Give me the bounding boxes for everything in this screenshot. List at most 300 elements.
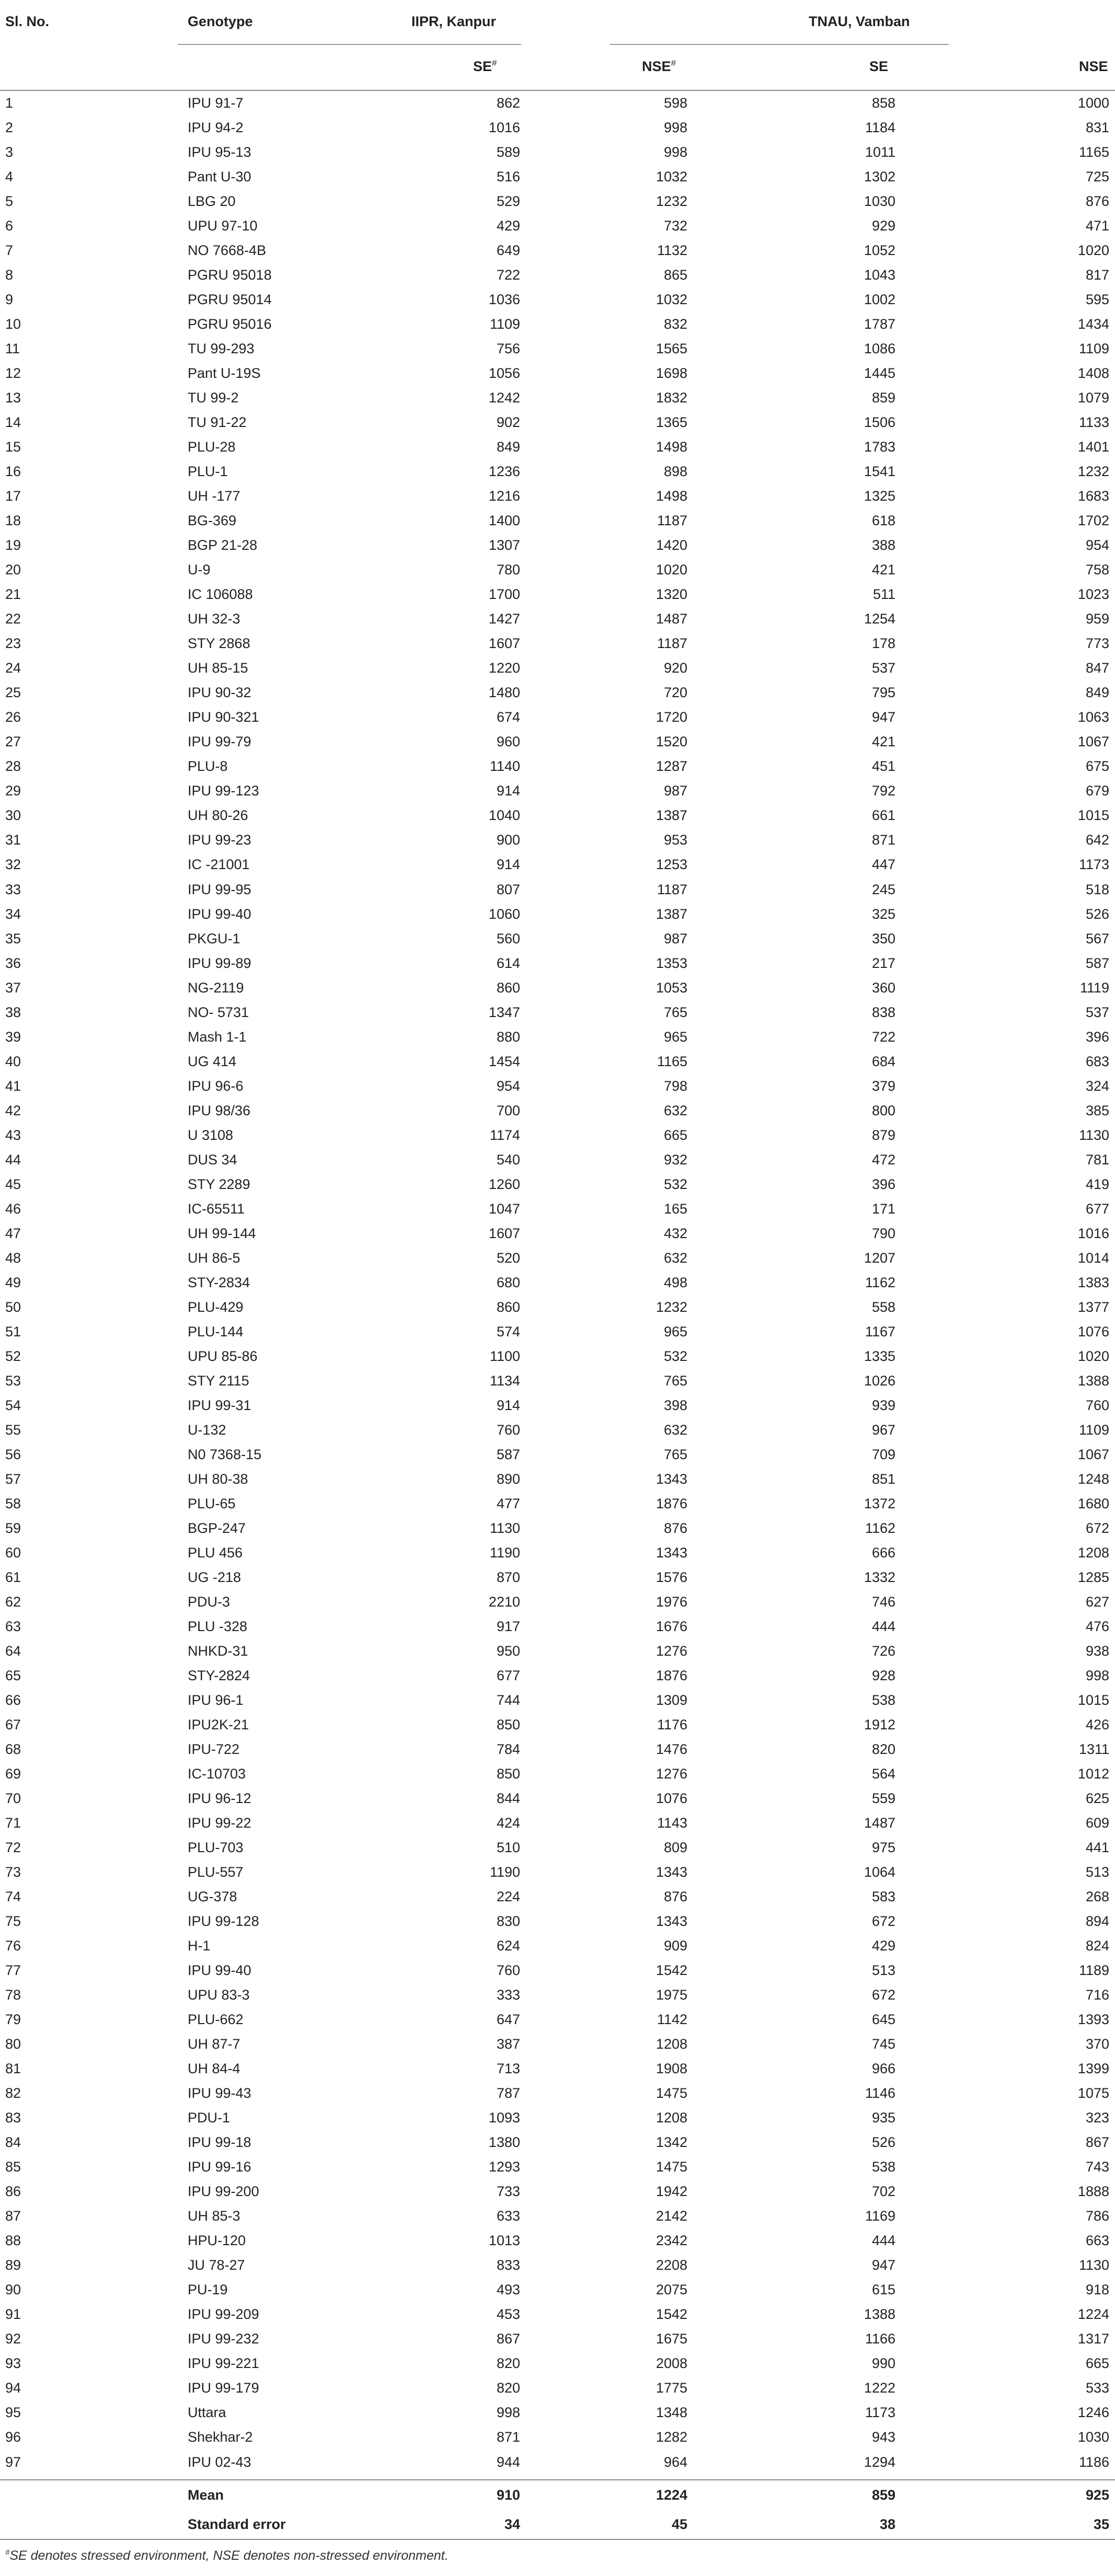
genotype-cell: UH -177 [188, 488, 240, 504]
se-iipr-cell: 1174 [489, 1127, 520, 1143]
se-tnau-cell: 444 [871, 1618, 895, 1634]
sl-no-cell: 71 [5, 1815, 21, 1831]
se-iipr-cell: 998 [496, 2405, 520, 2421]
se-iipr-cell: 1347 [488, 1004, 520, 1020]
genotype-cell: STY 2115 [188, 1372, 249, 1389]
table-row [0, 730, 1115, 754]
se-tnau-cell: 396 [871, 1176, 895, 1192]
nse-tnau-cell: 786 [1085, 2208, 1109, 2224]
nse-tnau-cell: 679 [1085, 783, 1109, 799]
se-tnau-cell: 1173 [865, 2405, 895, 2421]
nse-iipr-cell: 1343 [656, 1544, 687, 1561]
nse-tnau-cell: 1130 [1078, 2257, 1109, 2273]
se-iipr-cell: 333 [496, 1987, 520, 2003]
sl-no-cell: 15 [5, 439, 21, 455]
se-tnau-cell: 511 [872, 586, 895, 603]
nse-iipr-cell: 1498 [656, 488, 687, 504]
se-tnau-cell: 820 [871, 1741, 895, 1758]
genotype-cell: IPU 91-7 [188, 95, 244, 111]
sl-no-cell: 60 [5, 1544, 21, 1561]
nse-iipr-cell: 765 [663, 1446, 687, 1462]
nse-iipr-cell: 1343 [656, 1864, 687, 1880]
sl-no-cell: 8 [5, 267, 14, 283]
se-iipr-cell: 760 [496, 1422, 520, 1438]
table-row [0, 582, 1115, 607]
se-iipr-cell: 850 [496, 1766, 520, 1782]
nse-iipr-cell: 1876 [656, 1495, 687, 1511]
table-row [0, 2253, 1115, 2278]
nse-iipr-cell: 2008 [656, 2355, 687, 2372]
se-iipr-cell: 870 [496, 1569, 520, 1585]
table-row [0, 1369, 1115, 1393]
nse-tnau-cell: 1063 [1077, 709, 1109, 725]
sl-no-cell: 45 [5, 1176, 21, 1192]
sl-no-cell: 47 [5, 1225, 21, 1241]
se-iipr-cell: 713 [496, 2061, 520, 2077]
se-iipr-cell: 1130 [489, 1520, 520, 1536]
table-row [0, 951, 1115, 976]
table-row [0, 558, 1115, 582]
summary-value: 859 [871, 2487, 895, 2503]
genotype-cell: IPU 90-32 [188, 685, 251, 701]
table-row [0, 1565, 1115, 1590]
genotype-table [0, 91, 1115, 2475]
table-row [0, 1713, 1115, 1737]
summary-empty [0, 2480, 178, 2510]
se-iipr-cell: 520 [496, 1250, 520, 1266]
nse-iipr-cell: 876 [663, 1520, 687, 1536]
se-iipr-cell: 529 [496, 193, 520, 210]
se-iipr-cell: 624 [496, 1938, 520, 1954]
se-iipr-cell: 453 [496, 2306, 520, 2323]
se-tnau-cell: 537 [871, 660, 895, 676]
se-iipr-cell: 733 [496, 2184, 520, 2200]
table-row [0, 1467, 1115, 1492]
se-tnau-cell: 1043 [864, 267, 895, 283]
table-row [0, 361, 1115, 386]
table-row [0, 1688, 1115, 1713]
se-iipr-cell: 1190 [489, 1544, 520, 1561]
nse-iipr-cell: 1320 [656, 586, 687, 603]
table-group-header [0, 0, 1115, 45]
se-iipr-cell: 849 [496, 439, 520, 455]
table-row [0, 2278, 1115, 2302]
se-iipr-cell: 587 [496, 1446, 520, 1462]
table-row [0, 680, 1115, 705]
table-row [0, 1344, 1115, 1369]
nse-tnau-cell: 268 [1085, 1889, 1109, 1905]
nse-tnau-cell: 847 [1085, 660, 1109, 676]
nse-iipr-cell: 987 [663, 930, 687, 946]
sl-no-cell: 72 [5, 1840, 21, 1856]
table-row [0, 754, 1115, 779]
se-tnau-cell: 1302 [864, 169, 895, 185]
table-row [0, 927, 1115, 951]
table-row [0, 1320, 1115, 1344]
se-tnau-cell: 1086 [864, 341, 895, 357]
se-tnau-cell: 702 [871, 2184, 895, 2200]
table-row [0, 1737, 1115, 1762]
se-iipr-cell: 756 [496, 341, 520, 357]
nse-iipr-cell: 1253 [656, 857, 687, 873]
nse-tnau-cell: 1311 [1078, 1741, 1109, 1758]
nse-iipr-cell: 964 [663, 2454, 687, 2470]
nse-iipr-cell: 1143 [657, 1815, 687, 1831]
nse-iipr-cell: 1975 [656, 1987, 687, 2003]
nse-tnau-cell: 998 [1085, 1668, 1109, 1683]
nse-tnau-cell: 1377 [1077, 1299, 1109, 1315]
genotype-cell: U-132 [188, 1422, 226, 1438]
table-row [0, 656, 1115, 680]
se-iipr-cell: 1216 [488, 488, 520, 504]
nse-tnau-cell: 533 [1085, 2380, 1109, 2396]
sl-no-cell: 74 [5, 1889, 21, 1905]
sl-no-cell: 17 [5, 488, 21, 504]
se-tnau-cell: 178 [871, 636, 895, 652]
nse-tnau-cell: 675 [1085, 758, 1109, 775]
summary-value: 35 [1093, 2516, 1109, 2532]
se-iipr-cell: 1134 [489, 1372, 520, 1389]
nse-tnau-cell: 1401 [1077, 439, 1109, 455]
se-iipr-cell: 1190 [489, 1864, 520, 1880]
genotype-cell: IPU 99-179 [188, 2380, 259, 2396]
genotype-cell: NO 7668-4B [188, 242, 267, 259]
nse-tnau-cell: 1020 [1077, 242, 1109, 259]
sl-no-cell: 7 [5, 242, 14, 259]
table-row [0, 1835, 1115, 1860]
genotype-cell: BGP-247 [188, 1520, 246, 1536]
table-row [0, 1664, 1115, 1688]
sl-no-cell: 96 [5, 2429, 21, 2445]
summary-label: Standard error [188, 2516, 286, 2532]
table-row [0, 2425, 1115, 2450]
nse-tnau-cell: 1119 [1079, 979, 1109, 996]
se-tnau-cell: 1052 [864, 242, 895, 259]
nse-iipr-cell: 987 [663, 783, 687, 799]
se-tnau-cell: 935 [871, 2110, 895, 2126]
nse-tnau-cell: 1133 [1078, 414, 1109, 431]
se-iipr-cell: 1060 [488, 906, 520, 922]
table-row [0, 214, 1115, 238]
se-iipr-cell: 860 [496, 979, 520, 996]
sl-no-cell: 51 [5, 1323, 21, 1339]
genotype-cell: UH 80-26 [188, 807, 248, 824]
table-row [0, 1074, 1115, 1099]
se-tnau-cell: 1167 [865, 1323, 895, 1339]
se-iipr-cell: 880 [496, 1029, 520, 1045]
se-tnau-cell: 1184 [865, 120, 895, 136]
sl-no-cell: 94 [5, 2380, 21, 2396]
sl-no-cell: 16 [5, 464, 21, 480]
se-tnau-cell: 1332 [864, 1569, 895, 1585]
se-iipr-cell: 1400 [488, 513, 520, 529]
se-iipr-cell: 1220 [488, 660, 520, 676]
header-nse-iipr [642, 59, 676, 75]
se-tnau-cell: 947 [871, 2257, 895, 2273]
nse-iipr-cell: 1542 [656, 1962, 687, 1979]
se-iipr-cell: 1056 [488, 365, 520, 382]
se-tnau-cell: 1162 [865, 1520, 895, 1536]
table-row [0, 607, 1115, 631]
sl-no-cell: 69 [5, 1766, 21, 1782]
sl-no-cell: 57 [5, 1471, 21, 1487]
table-body [0, 91, 1115, 2475]
nse-iipr-cell: 909 [663, 1938, 687, 1954]
genotype-cell: IPU 99-221 [188, 2355, 259, 2372]
nse-iipr-cell: 932 [663, 1151, 687, 1168]
se-iipr-cell: 830 [496, 1913, 520, 1930]
table-row [0, 238, 1115, 263]
nse-iipr-cell: 432 [663, 1225, 687, 1241]
sl-no-cell: 76 [5, 1938, 21, 1954]
sl-no-cell: 6 [5, 218, 14, 234]
se-tnau-cell: 871 [871, 832, 895, 848]
sl-no-cell: 86 [5, 2184, 21, 2200]
se-iipr-cell: 680 [496, 1274, 520, 1290]
sl-no-cell: 30 [5, 807, 21, 824]
genotype-cell: U 3108 [188, 1127, 234, 1143]
se-tnau-cell: 745 [871, 2036, 895, 2052]
table-row [0, 705, 1115, 730]
sl-no-cell: 1 [5, 95, 14, 111]
nse-tnau-cell: 954 [1085, 537, 1109, 553]
nse-iipr-cell: 1576 [656, 1569, 687, 1585]
footnote-text: SE denotes stressed environment, NSE denotes non-stressed environment. [9, 2548, 449, 2563]
se-tnau-cell: 684 [871, 1053, 895, 1069]
table-row [0, 1958, 1115, 1983]
genotype-cell: IPU 99-79 [188, 734, 251, 750]
nse-tnau-cell: 1232 [1077, 464, 1109, 480]
sl-no-cell: 52 [5, 1348, 21, 1364]
se-iipr-cell: 860 [496, 1299, 520, 1315]
nse-iipr-cell: 532 [663, 1176, 687, 1192]
sl-no-cell: 48 [5, 1250, 21, 1266]
se-tnau-cell: 943 [871, 2429, 895, 2445]
sl-no-cell: 12 [5, 365, 21, 382]
nse-tnau-cell: 1015 [1077, 1692, 1109, 1708]
se-tnau-cell: 618 [871, 513, 895, 529]
summary-value: 925 [1085, 2487, 1109, 2503]
nse-tnau-cell: 677 [1085, 1200, 1109, 1217]
nse-iipr-cell: 1365 [656, 414, 687, 431]
nse-tnau-cell: 1075 [1077, 2085, 1109, 2101]
sl-no-cell: 27 [5, 734, 21, 750]
genotype-cell: PGRU 95018 [188, 267, 272, 283]
table-row [0, 1000, 1115, 1025]
nse-tnau-cell: 609 [1085, 1815, 1109, 1831]
sl-no-cell: 61 [5, 1569, 21, 1585]
table-row [0, 1148, 1115, 1172]
sl-no-cell: 38 [5, 1004, 21, 1020]
se-iipr-cell: 429 [496, 218, 520, 234]
table-row [0, 2228, 1115, 2253]
genotype-cell: IPU 99-16 [188, 2159, 251, 2175]
nse-iipr-cell: 832 [663, 316, 687, 332]
se-iipr-cell: 1013 [488, 2233, 520, 2249]
table-row [0, 2179, 1115, 2204]
nse-tnau-cell: 595 [1085, 292, 1109, 308]
table-row [0, 1099, 1115, 1123]
table-row [0, 509, 1115, 533]
genotype-cell: IPU 99-95 [188, 881, 251, 897]
nse-tnau-cell: 876 [1085, 193, 1109, 210]
genotype-cell: IPU-722 [188, 1741, 240, 1758]
genotype-cell: JU 78-27 [188, 2257, 245, 2273]
nse-iipr-cell: 1343 [656, 1471, 687, 1487]
genotype-cell: TU 99-293 [188, 341, 255, 357]
table-row [0, 1049, 1115, 1074]
se-tnau-cell: 1787 [864, 316, 895, 332]
table-column-header [0, 45, 1115, 90]
summary-table [0, 2480, 1115, 2539]
sl-no-cell: 14 [5, 414, 21, 431]
se-iipr-cell: 954 [496, 1078, 520, 1094]
se-iipr-cell: 784 [496, 1741, 520, 1758]
nse-tnau-cell: 642 [1085, 832, 1109, 848]
genotype-cell: IPU 96-12 [188, 1791, 251, 1807]
se-iipr-cell: 1140 [489, 758, 520, 775]
sl-no-cell: 44 [5, 1151, 21, 1168]
nse-iipr-cell: 1353 [656, 955, 687, 971]
header-se-iipr-mark: # [492, 58, 497, 68]
header-nse-iipr-mark: # [671, 58, 676, 68]
genotype-cell: IPU 99-40 [188, 906, 251, 922]
table-row [0, 2007, 1115, 2032]
nse-iipr-cell: 1132 [657, 242, 687, 259]
table-row [0, 1885, 1115, 1909]
nse-tnau-cell: 324 [1085, 1078, 1109, 1094]
nse-tnau-cell: 1012 [1077, 1766, 1109, 1782]
se-iipr-cell: 890 [496, 1471, 520, 1487]
genotype-cell: IPU 99-22 [188, 1815, 251, 1831]
table-row [0, 2130, 1115, 2155]
nse-tnau-cell: 831 [1085, 120, 1109, 136]
sl-no-cell: 85 [5, 2159, 21, 2175]
sl-no-cell: 58 [5, 1495, 21, 1511]
se-tnau-cell: 615 [871, 2282, 895, 2298]
nse-iipr-cell: 1309 [656, 1692, 687, 1708]
sl-no-cell: 5 [5, 193, 14, 210]
se-tnau-cell: 838 [871, 1004, 895, 1020]
genotype-cell: IPU 99-23 [188, 832, 251, 848]
sl-no-cell: 79 [5, 2012, 21, 2028]
nse-iipr-cell: 1232 [656, 193, 687, 210]
table-row [0, 2351, 1115, 2376]
nse-tnau-cell: 1224 [1077, 2306, 1109, 2323]
nse-iipr-cell: 1775 [656, 2380, 687, 2396]
table-row [0, 1025, 1115, 1049]
se-iipr-cell: 1036 [488, 292, 520, 308]
se-tnau-cell: 1030 [864, 193, 895, 210]
sl-no-cell: 32 [5, 857, 21, 873]
table-row [0, 1541, 1115, 1565]
se-iipr-cell: 560 [496, 930, 520, 946]
nse-iipr-cell: 1287 [656, 758, 687, 775]
nse-iipr-cell: 1276 [656, 1766, 687, 1782]
se-iipr-cell: 674 [496, 709, 520, 725]
nse-iipr-cell: 1208 [656, 2036, 687, 2052]
header-se-iipr-label: SE [473, 59, 492, 74]
summary-empty [0, 2510, 178, 2539]
table-row [0, 1246, 1115, 1270]
nse-iipr-cell: 798 [663, 1078, 687, 1094]
nse-iipr-cell: 1832 [656, 390, 687, 406]
sl-no-cell: 35 [5, 930, 21, 946]
nse-tnau-cell: 1285 [1077, 1569, 1109, 1585]
summary-label: Mean [188, 2487, 224, 2503]
sl-no-cell: 66 [5, 1692, 21, 1708]
se-tnau-cell: 790 [871, 1225, 895, 1241]
se-tnau-cell: 929 [871, 218, 895, 234]
nse-tnau-cell: 1109 [1078, 1422, 1109, 1438]
genotype-cell: PLU 456 [188, 1544, 243, 1561]
table-row [0, 386, 1115, 410]
nse-iipr-cell: 1487 [656, 611, 687, 627]
sl-no-cell: 23 [5, 636, 21, 652]
nse-tnau-cell: 627 [1085, 1593, 1109, 1610]
nse-tnau-cell: 385 [1085, 1102, 1109, 1118]
nse-iipr-cell: 1342 [656, 2134, 687, 2151]
se-iipr-cell: 960 [496, 734, 520, 750]
se-tnau-cell: 1254 [864, 611, 895, 627]
table-row [0, 459, 1115, 484]
sl-no-cell: 82 [5, 2085, 21, 2101]
se-tnau-cell: 513 [871, 1962, 895, 1979]
sl-no-cell: 29 [5, 783, 21, 799]
genotype-cell: PLU-1 [188, 464, 228, 480]
se-tnau-cell: 645 [871, 2012, 895, 2028]
nse-tnau-cell: 817 [1085, 267, 1109, 283]
se-tnau-cell: 472 [871, 1151, 895, 1168]
sl-no-cell: 28 [5, 758, 21, 775]
nse-iipr-cell: 720 [663, 685, 687, 701]
nse-tnau-cell: 396 [1085, 1029, 1109, 1045]
se-iipr-cell: 1093 [488, 2110, 520, 2126]
header-nse-tnau: NSE [1079, 59, 1108, 74]
se-iipr-cell: 1047 [488, 1200, 520, 1217]
sl-no-cell: 62 [5, 1593, 21, 1610]
se-tnau-cell: 1002 [864, 292, 895, 308]
se-tnau-cell: 1166 [865, 2331, 895, 2347]
genotype-cell: PLU-28 [188, 439, 236, 455]
genotype-cell: IC -21001 [188, 857, 250, 873]
nse-iipr-cell: 1053 [656, 979, 687, 996]
se-iipr-cell: 902 [496, 414, 520, 431]
nse-tnau-cell: 1248 [1077, 1471, 1109, 1487]
table-row [0, 484, 1115, 509]
table-row [0, 2327, 1115, 2351]
se-iipr-cell: 633 [496, 2208, 520, 2224]
header-se-iipr [473, 59, 497, 75]
sl-no-cell: 84 [5, 2134, 21, 2151]
genotype-cell: PLU-429 [188, 1299, 244, 1315]
nse-tnau-cell: 918 [1085, 2282, 1109, 2298]
nse-tnau-cell: 1067 [1077, 1446, 1109, 1462]
se-tnau-cell: 967 [871, 1422, 895, 1438]
genotype-cell: PLU-557 [188, 1864, 244, 1880]
sl-no-cell: 77 [5, 1962, 21, 1979]
nse-tnau-cell: 1030 [1077, 2429, 1109, 2445]
nse-iipr-cell: 1720 [656, 709, 687, 725]
nse-tnau-cell: 1000 [1077, 95, 1109, 111]
se-iipr-cell: 2210 [488, 1593, 520, 1610]
nse-tnau-cell: 513 [1085, 1864, 1109, 1880]
se-iipr-cell: 917 [496, 1618, 520, 1634]
sl-no-cell: 20 [5, 562, 21, 578]
nse-iipr-cell: 1232 [656, 1299, 687, 1315]
sl-no-cell: 92 [5, 2331, 21, 2347]
sl-no-cell: 4 [5, 169, 14, 185]
